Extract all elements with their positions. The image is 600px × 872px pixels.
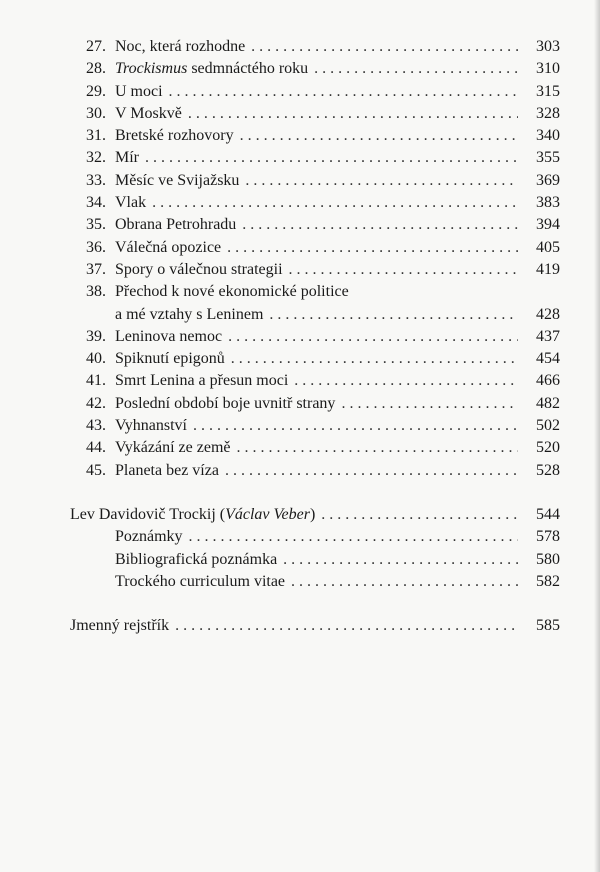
toc-appendix-subentry: [70, 571, 560, 593]
chapter-number: 43.: [86, 417, 106, 435]
toc-entry: [70, 103, 560, 125]
toc-entry: [70, 393, 560, 415]
dot-leader: [321, 504, 518, 526]
chapter-number: 36.: [86, 238, 106, 256]
chapter-number: 40.: [86, 350, 106, 368]
chapter-number: 29.: [86, 82, 106, 100]
chapter-number: 35.: [86, 216, 106, 234]
page-number: 580: [536, 550, 560, 568]
chapter-title-line2: a mé vztahy s Leninem: [115, 305, 264, 323]
chapter-title: Planeta bez víza: [115, 461, 219, 479]
toc-index-entry: [70, 615, 560, 637]
appendix-author: Václav Veber: [225, 505, 310, 523]
page-number: 582: [536, 572, 560, 590]
dot-leader: [236, 437, 518, 459]
section-gap: [70, 593, 560, 615]
chapter-title: Bretské rozhovory: [115, 127, 234, 145]
chapter-number: 42.: [86, 394, 106, 412]
toc-appendix-entry: [70, 504, 560, 526]
chapter-title: U moci: [115, 82, 163, 100]
chapter-title-italic: Trockismus: [115, 60, 188, 78]
chapter-title: Vyhnanství: [115, 417, 187, 435]
appendix-item-title: Trockého curriculum vitae: [115, 572, 286, 590]
dot-leader: [145, 147, 518, 169]
chapter-title: [106, 58, 308, 80]
toc-entry: [70, 326, 560, 348]
chapter-title: Smrt Lenina a přesun moci: [115, 372, 289, 390]
toc-appendix-subentry: [70, 549, 560, 571]
page-number: 405: [536, 238, 560, 256]
dot-leader: [269, 304, 518, 326]
page-number: 315: [536, 82, 560, 100]
toc-entry: [70, 170, 560, 192]
appendix-title-end: ): [309, 505, 316, 523]
chapter-number: 30.: [86, 104, 106, 122]
dot-leader: [188, 103, 518, 125]
chapter-number: 34.: [86, 194, 106, 212]
page-number: 340: [536, 127, 560, 145]
index-title: Jmenný rejstřík: [70, 617, 170, 635]
section-gap: [70, 482, 560, 504]
chapter-title: Leninova nemoc: [115, 327, 223, 345]
toc-entry: [70, 460, 560, 482]
appendix-title: [70, 504, 315, 526]
dot-leader: [231, 348, 518, 370]
toc-entry: [70, 81, 560, 103]
dot-leader: [169, 81, 518, 103]
chapter-number: 33.: [86, 171, 106, 189]
page-number: 502: [536, 417, 560, 435]
chapter-number: 28.: [86, 60, 106, 78]
dot-leader: [283, 549, 518, 571]
page-number: 383: [536, 194, 560, 212]
appendix-item-title: Poznámky: [115, 528, 183, 546]
page-number: 328: [536, 104, 560, 122]
chapter-number: 31.: [86, 127, 106, 145]
toc-entry: [70, 214, 560, 236]
chapter-title: Přechod k nové ekonomické politice: [115, 283, 349, 301]
dot-leader: [228, 326, 518, 348]
chapter-number: 27.: [86, 38, 106, 55]
page-number: 544: [536, 505, 560, 523]
page-number: 303: [536, 38, 560, 55]
toc-entry-continuation: [70, 304, 560, 326]
dot-leader: [175, 615, 518, 637]
page-number: 437: [536, 327, 560, 345]
dot-leader: [314, 58, 518, 80]
dot-leader: [240, 125, 518, 147]
dot-leader: [341, 393, 518, 415]
toc-entry: [70, 281, 560, 303]
page-number: 528: [536, 461, 560, 479]
dot-leader: [189, 526, 518, 548]
page-number: 520: [536, 439, 560, 457]
chapter-title: Spory o válečnou strategii: [115, 260, 283, 278]
appendix-item-title: Bibliografická poznámka: [115, 550, 278, 568]
toc-entry: [70, 36, 560, 58]
toc-entry: [70, 192, 560, 214]
chapter-title: Noc, která rozhodne: [115, 38, 246, 55]
chapter-number: 38.: [86, 283, 106, 301]
dot-leader: [193, 415, 518, 437]
dot-leader: [294, 370, 518, 392]
chapter-title: Obrana Petrohradu: [115, 216, 237, 234]
chapter-number: 39.: [86, 327, 106, 345]
toc-entry: [70, 125, 560, 147]
page-number: 454: [536, 350, 560, 368]
chapter-title: Poslední období boje uvnitř strany: [115, 394, 336, 412]
toc-entry: [70, 415, 560, 437]
dot-leader: [291, 571, 518, 593]
toc-entry: [70, 348, 560, 370]
chapter-title: Vlak: [115, 194, 147, 212]
chapter-title: V Moskvě: [115, 104, 182, 122]
appendix-title-text: Lev Davidovič Trockij (: [70, 505, 226, 523]
dot-leader: [152, 192, 518, 214]
dot-leader: [227, 237, 518, 259]
chapter-number: 37.: [86, 260, 106, 278]
toc-entry: [70, 147, 560, 169]
chapter-title: Vykázání ze země: [115, 439, 231, 457]
dot-leader: [225, 460, 518, 482]
dot-leader: [251, 36, 518, 58]
toc-entry: [70, 437, 560, 459]
chapter-number: 32.: [86, 149, 106, 167]
chapter-title: Spiknutí epigonů: [115, 350, 225, 368]
page-edge-shadow: [594, 0, 600, 872]
page-number: 310: [536, 60, 560, 78]
chapter-title: Mír: [115, 149, 139, 167]
toc-entry: [70, 370, 560, 392]
dot-leader: [289, 259, 518, 281]
dot-leader: [242, 214, 518, 236]
toc-entry: [70, 259, 560, 281]
page-number: 482: [536, 394, 560, 412]
toc-entry: [70, 237, 560, 259]
page-number: 419: [536, 260, 560, 278]
chapter-number: 41.: [86, 372, 106, 390]
toc-appendix-subentry: [70, 526, 560, 548]
dot-leader: [245, 170, 518, 192]
table-of-contents: [70, 36, 560, 637]
page-number: 585: [536, 617, 560, 635]
chapter-title-rest: sedmnáctého roku: [187, 60, 309, 78]
chapter-number: 44.: [86, 439, 106, 457]
page-number: 394: [536, 216, 560, 234]
chapter-title: Měsíc ve Svijažsku: [115, 171, 240, 189]
page-number: 369: [536, 171, 560, 189]
toc-entry: [70, 58, 560, 80]
page-number: 466: [536, 372, 560, 390]
page-number: 578: [536, 528, 560, 546]
page-number: 428: [536, 305, 560, 323]
page-number: 355: [536, 149, 560, 167]
chapter-number: 45.: [86, 461, 106, 479]
chapter-title: Válečná opozice: [115, 238, 222, 256]
